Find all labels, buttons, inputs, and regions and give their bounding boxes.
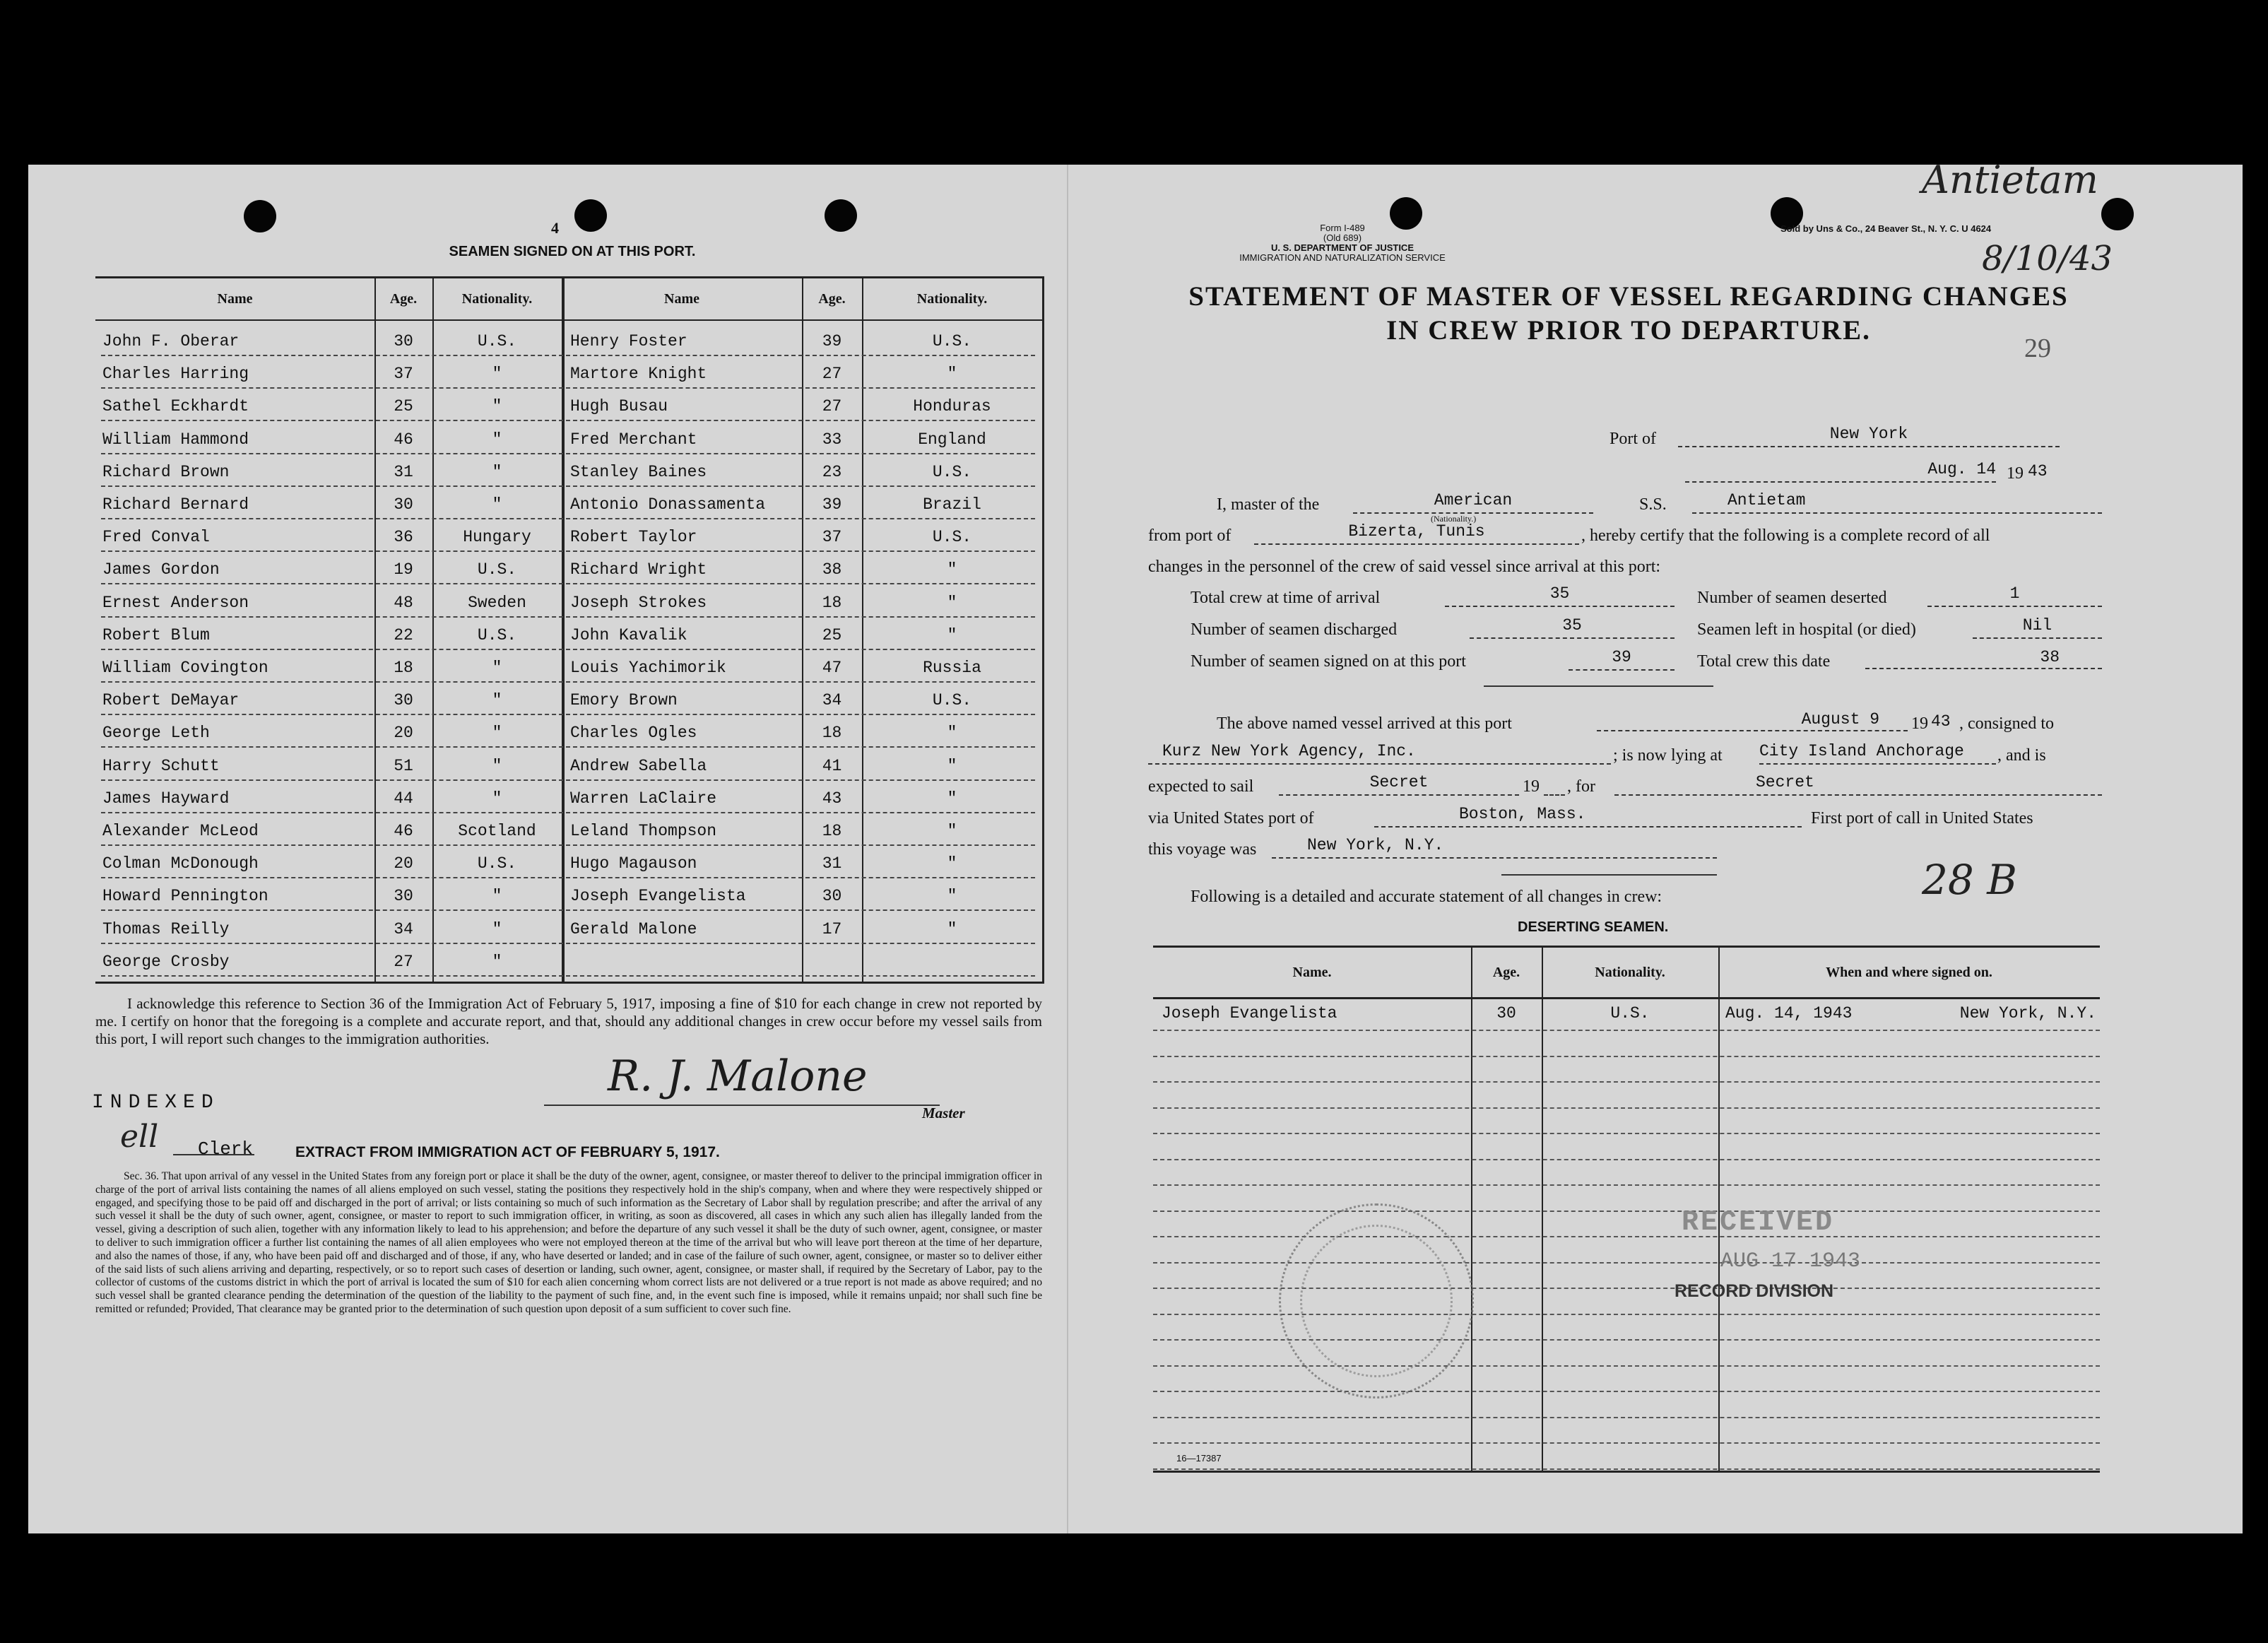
following-text: Following is a detailed and accurate statement of all changes in crew: [1191, 888, 1662, 906]
table-cell: " [492, 887, 502, 906]
table-cell: Honduras [913, 397, 991, 416]
table-row [95, 394, 1042, 427]
row-rule [101, 420, 1035, 421]
table-row [1153, 1003, 2100, 1031]
table-cell: 47 [822, 659, 842, 677]
deserted-field: 1 [1927, 584, 2102, 607]
table-cell: " [492, 756, 502, 775]
table-cell: 41 [822, 756, 842, 775]
table-cell: U.S. [932, 332, 972, 351]
table-cell: Henry Foster [570, 332, 687, 351]
table-cell: U.S. [932, 528, 972, 547]
mark-annotation: 28 B [1922, 856, 2017, 904]
table-cell: William Hammond [102, 430, 249, 449]
table-cell: John F. Oberar [102, 332, 240, 351]
table-cell: 23 [822, 462, 842, 481]
from-port-field: Bizerta, Tunis [1254, 522, 1579, 545]
table-cell: 43 [822, 789, 842, 808]
table-cell: William Covington [102, 659, 268, 677]
table-cell: U.S. [477, 560, 517, 579]
table-row [95, 493, 1042, 525]
ss-label: S.S. [1639, 495, 1667, 514]
expected-field: Secret [1279, 773, 1519, 796]
table-cell: " [947, 887, 957, 906]
extract-body: Sec. 36. That upon arrival of any vessel in the United States from any foreign port or place it shall be the duty of the owner, agent, consignee, or master thereof to deliver to the principal immigration officer in charge of the port of arrival lists containing the names of all aliens employed on such vessel, stating the positions they respectively hold in the ship's company, when and where they were respectively shipped or engaged, and specifying those to be paid off and discharged in the port of arrival; or lists containing so much of such information as the Secretary of Labor shall by regulation prescribe; and after the arrival of any such vessel it shall be the duty of such owner, agent, consignee, or master to report to such immigration officer, in writing, as soon as discovered, all cases in which any such alien has illegally landed from the vessel, giving a description of such alien, together with any information likely to lead to his apprehension; and before the departure of any such vessel it shall be the duty of such owner, agent, consignee, or master to deliver to such immigration officer a further list containing the names of all alien employees who were not employed thereon at the time of the arrival but who will leave port thereon at the time of her departure, and also the names of those, if any, who have been paid off and discharged and of those, if any, who have deserted or landed; and in case of the failure of such owner, agent, consignee, or master so to deliver either of the said lists of such aliens arriving and departing, respectively, or so to report such cases of desertion or landing, such owner, agent, consignee, or master shall, if required by the Secretary of Labor, pay to the collector of customs of the customs district in which the port of arrival is located the sum of $10 for each alien concerning whom correct lists are not delivered or a true report is not made as above required; and no such vessel shall be granted clearance pending the determination of the question of the liability to the payment of such fine, and, in the event such fine is imposed, while it remains unpaid; nor shall such fine be remitted or refunded; Provided, That clearance may be granted prior to the determination of such question upon deposit of a sum sufficient to cover such fine. [95, 1170, 1042, 1315]
table-cell: 17 [822, 919, 842, 938]
table-cell: 48 [394, 593, 413, 612]
row-rule [101, 812, 1035, 813]
deserting-table [1153, 946, 2100, 1473]
table-cell: 30 [394, 887, 413, 906]
table-cell: 51 [394, 756, 413, 775]
clerk-label: Clerk [198, 1138, 254, 1160]
table-cell: Emory Brown [570, 691, 678, 710]
from-port-label: from port of [1148, 526, 1232, 545]
expected-label: expected to sail [1148, 777, 1254, 796]
row-rule [101, 616, 1035, 618]
and-is-label: , and is [1997, 746, 2046, 765]
total-date-field: 38 [1865, 648, 2102, 669]
received-stamp: RECEIVED [1682, 1207, 1835, 1239]
voyage-label: this voyage was [1148, 840, 1257, 859]
header-rule [95, 319, 1042, 321]
expected-year-field [1544, 773, 1565, 796]
table-cell: " [492, 397, 502, 416]
table-row [95, 819, 1042, 852]
hospital-field: Nil [1973, 616, 2102, 639]
table-row [1153, 1209, 2100, 1237]
table-row [1153, 1054, 2100, 1083]
certify-text: , hereby certify that the following is a complete record of all [1581, 526, 1990, 545]
nationality-field: American [1353, 491, 1593, 514]
indexed-stamp: INDEXED [92, 1092, 220, 1114]
form-number: Form I-489 [1320, 223, 1365, 233]
table-cell: Alexander McLeod [102, 822, 259, 840]
row-rule [101, 975, 1035, 977]
table-cell: Sathel Eckhardt [102, 397, 249, 416]
lying-label: ; is now lying at [1613, 746, 1723, 765]
table-cell: Fred Merchant [570, 430, 697, 449]
table-row [1153, 1184, 2100, 1212]
table-cell: 39 [822, 332, 842, 351]
hospital-label: Seamen left in hospital (or died) [1697, 620, 1916, 639]
table-cell: Hugo Magauson [570, 854, 697, 873]
table-row [1153, 1442, 2100, 1470]
via-label: via United States port of [1148, 809, 1314, 828]
table-row [95, 623, 1042, 656]
master-label: Master [922, 1105, 965, 1121]
form-title-line2: IN CREW PRIOR TO DEPARTURE. [1386, 315, 1871, 346]
arrived-year: 43 [1931, 712, 1951, 731]
table-cell: Richard Bernard [102, 495, 249, 514]
extract-title: EXTRACT FROM IMMIGRATION ACT OF FEBRUARY 5, 1917. [295, 1144, 720, 1160]
table-cell: " [947, 625, 957, 644]
table-cell: Joseph Evangelista [1162, 1004, 1337, 1023]
table-cell: Charles Harring [102, 365, 249, 384]
row-rule [101, 583, 1035, 584]
table-cell: 18 [822, 593, 842, 612]
row-rule [101, 943, 1035, 944]
voyage-port: New York, N.Y. [1307, 836, 1444, 854]
rule [1501, 874, 1717, 876]
table-cell: " [947, 919, 957, 938]
table-cell: Joseph Evangelista [570, 887, 746, 906]
row-rule [101, 714, 1035, 715]
table-cell: 36 [394, 528, 413, 547]
row-rule [101, 387, 1035, 389]
table-cell: Robert Blum [102, 625, 210, 644]
destination: Secret [1756, 773, 1814, 791]
table-cell: Thomas Reilly [102, 919, 230, 938]
table-cell: Robert Taylor [570, 528, 697, 547]
table-cell: England [918, 430, 986, 449]
row-rule [101, 355, 1035, 356]
table-cell: Sweden [468, 593, 526, 612]
table-cell: 34 [394, 919, 413, 938]
form-header [1222, 223, 1463, 263]
table-cell: U.S. [477, 854, 517, 873]
fold-line [1067, 165, 1068, 1533]
table-cell: Antonio Donassamenta [570, 495, 766, 514]
table-cell: " [492, 789, 502, 808]
table-cell: James Hayward [102, 789, 230, 808]
table-row [95, 428, 1042, 460]
table-cell: U.S. [477, 332, 517, 351]
table-cell: 44 [394, 789, 413, 808]
via-port: Boston, Mass. [1459, 805, 1586, 823]
table-row [95, 884, 1042, 917]
header-rule [1153, 997, 2100, 999]
arrived-date-field: August 9 [1597, 710, 1908, 731]
table-row [95, 721, 1042, 753]
table-cell: Harry Schutt [102, 756, 220, 775]
table-cell: Ernest Anderson [102, 593, 249, 612]
punch-hole [2101, 198, 2134, 230]
table-cell: 27 [822, 397, 842, 416]
table-cell: 37 [394, 365, 413, 384]
page-number-annotation: 29 [2024, 334, 2051, 363]
table-cell: Richard Brown [102, 462, 230, 481]
table-cell: Richard Wright [570, 560, 707, 579]
column-header: Nationality. [1595, 965, 1665, 980]
column-header: Age. [818, 291, 846, 307]
date-annotation: 8/10/43 [1982, 239, 2113, 278]
total-date-label: Total crew this date [1697, 652, 1831, 671]
lying-field: City Island Anchorage [1759, 742, 1996, 765]
year-prefix: 19 [2007, 464, 2024, 483]
year-field: 43 [2028, 462, 2048, 481]
signed-on-label: Number of seamen signed on at this port [1191, 652, 1466, 671]
port-label: Port of [1610, 430, 1656, 448]
table-row [1153, 1158, 2100, 1186]
table-cell: Louis Yachimorik [570, 659, 726, 677]
table-cell: Robert DeMayar [102, 691, 240, 710]
table-cell: 30 [394, 691, 413, 710]
row-rule [101, 518, 1035, 519]
table-row [95, 329, 1042, 362]
column-header: When and where signed on. [1826, 965, 1992, 980]
table-row [1153, 1390, 2100, 1418]
table-cell: U.S. [477, 625, 517, 644]
table-cell: 25 [822, 625, 842, 644]
table-cell: 18 [822, 724, 842, 743]
signature-rule [544, 1105, 940, 1106]
destination-field [1614, 773, 2102, 796]
table-cell: 31 [394, 462, 413, 481]
rule [1484, 685, 1713, 687]
table-cell: " [492, 659, 502, 677]
table-cell: Warren LaClaire [570, 789, 717, 808]
punch-hole [574, 199, 607, 232]
table-cell: Aug. 14, 1943 [1725, 1004, 1853, 1023]
agent-field [1148, 742, 1611, 765]
table-cell: Howard Pennington [102, 887, 268, 906]
arrived-year-prefix: 19 [1911, 714, 1928, 733]
table-row [1153, 1106, 2100, 1134]
table-cell: " [492, 430, 502, 449]
table-cell: 18 [394, 659, 413, 677]
row-rule [101, 844, 1035, 846]
table-cell: 30 [1496, 1004, 1516, 1023]
table-row [95, 591, 1042, 623]
clerk-initials: ell [120, 1119, 159, 1155]
vessel-field [1692, 491, 2102, 514]
acknowledgement-text: I acknowledge this reference to Section 36 of the Immigration Act of February 5, 1917, imposing a fine of $10 for each change in crew not reported by me. I certify on honor that the foregoing is a complete and accurate report, and that, should any additional changes in crew occur before my vessel sails from this port, I will report such changes to the immigration authorities. [95, 995, 1042, 1047]
table-cell: 30 [822, 887, 842, 906]
form-code: 16—17387 [1176, 1453, 1222, 1464]
table-cell: Hungary [463, 528, 531, 547]
table-cell: 30 [394, 495, 413, 514]
table-row [1153, 1132, 2100, 1160]
table-cell: 31 [822, 854, 842, 873]
row-rule [101, 681, 1035, 683]
punch-hole [825, 199, 857, 232]
table-cell: Brazil [923, 495, 981, 514]
changes-text: changes in the personnel of the crew of said vessel since arrival at this port: [1148, 558, 1661, 576]
voyage-field [1272, 836, 1717, 859]
crew-table [95, 276, 1044, 984]
column-header: Name. [1292, 965, 1332, 980]
expected-year-prefix: 19 [1523, 777, 1540, 796]
table-cell: 27 [394, 952, 413, 971]
table-row [95, 688, 1042, 721]
table-cell: New York, N.Y. [1959, 1004, 2096, 1023]
form-title-line1: STATEMENT OF MASTER OF VESSEL REGARDING CHANGES [1188, 281, 2069, 312]
table-cell: Russia [923, 659, 981, 677]
table-cell: 22 [394, 625, 413, 644]
master-of-label: I, master of the [1217, 495, 1320, 514]
signed-on-field: 39 [1569, 648, 1675, 671]
table-cell: U.S. [932, 462, 972, 481]
table-cell: 38 [822, 560, 842, 579]
table-row [95, 525, 1042, 558]
table-cell: Joseph Strokes [570, 593, 707, 612]
table-cell: 34 [822, 691, 842, 710]
left-title: SEAMEN SIGNED ON AT THIS PORT. [449, 244, 696, 259]
table-row [1153, 1080, 2100, 1109]
table-row [95, 754, 1042, 787]
table-cell: 27 [822, 365, 842, 384]
date-field: Aug. 14 [1685, 460, 1996, 483]
row-rule [101, 550, 1035, 552]
table-row [95, 917, 1042, 950]
document-sheet [28, 158, 2243, 1533]
discharged-field: 35 [1470, 616, 1675, 639]
table-row [95, 852, 1042, 884]
department: U. S. DEPARTMENT OF JUSTICE [1271, 242, 1414, 253]
column-header: Age. [389, 291, 418, 307]
table-cell: 19 [394, 560, 413, 579]
table-cell: 37 [822, 528, 842, 547]
table-cell: U.S. [1610, 1004, 1650, 1023]
column-header: Name [664, 291, 699, 307]
table-row [95, 362, 1042, 394]
table-cell: " [492, 691, 502, 710]
vessel-annotation: Antietam [1922, 158, 2098, 202]
table-cell: Andrew Sabella [570, 756, 707, 775]
row-rule [101, 485, 1035, 487]
table-cell: 20 [394, 854, 413, 873]
agent-name: Kurz New York Agency, Inc. [1162, 742, 1416, 760]
row-rule [101, 909, 1035, 911]
page-number: 4 [551, 219, 559, 237]
table-cell: Scotland [458, 822, 536, 840]
table-cell: " [947, 560, 957, 579]
table-row [95, 460, 1042, 493]
table-cell: Stanley Baines [570, 462, 707, 481]
for-label: , for [1567, 777, 1595, 796]
column-header: Nationality. [461, 291, 533, 307]
row-rule [101, 453, 1035, 454]
total-arrival-label: Total crew at time of arrival [1191, 589, 1381, 607]
table-cell: " [947, 365, 957, 384]
table-cell: " [492, 462, 502, 481]
service: IMMIGRATION AND NATURALIZATION SERVICE [1239, 252, 1446, 263]
table-cell: 25 [394, 397, 413, 416]
deserted-label: Number of seamen deserted [1697, 589, 1887, 607]
table-cell: Leland Thompson [570, 822, 717, 840]
table-row [1153, 1415, 2100, 1444]
table-cell: " [492, 365, 502, 384]
table-cell: Fred Conval [102, 528, 210, 547]
table-cell: " [947, 822, 957, 840]
printer-note: Sold by Uns & Co., 24 Beaver St., N. Y. C. U 4624 [1780, 223, 1992, 234]
punch-hole [244, 200, 276, 232]
table-cell: Colman McDonough [102, 854, 259, 873]
received-date-stamp: AUG 17 1943 [1720, 1249, 1861, 1273]
arrived-label: The above named vessel arrived at this port [1217, 714, 1512, 733]
row-rule [101, 877, 1035, 878]
row-rule [101, 779, 1035, 781]
consigned-label: , consigned to [1959, 714, 2054, 733]
table-cell: 46 [394, 822, 413, 840]
table-cell: 20 [394, 724, 413, 743]
table-cell: John Kavalik [570, 625, 687, 644]
record-division-stamp: RECORD DIVISION [1675, 1281, 1834, 1301]
column-header: Name [217, 291, 253, 307]
table-cell: James Gordon [102, 560, 220, 579]
table-cell: Martore Knight [570, 365, 707, 384]
table-cell: " [492, 724, 502, 743]
table-cell: " [492, 919, 502, 938]
deserting-title: DESERTING SEAMEN. [1518, 919, 1669, 935]
vessel-name: Antietam [1727, 491, 1806, 510]
table-row [95, 558, 1042, 590]
table-cell: " [947, 854, 957, 873]
total-arrival-field: 35 [1445, 584, 1675, 607]
table-cell: " [947, 593, 957, 612]
master-signature: R. J. Malone [608, 1052, 868, 1101]
table-row [95, 787, 1042, 819]
discharged-label: Number of seamen discharged [1191, 620, 1398, 639]
port-field: New York [1678, 425, 2060, 447]
first-port-label: First port of call in United States [1811, 809, 2033, 828]
table-cell: " [492, 495, 502, 514]
table-cell: 33 [822, 430, 842, 449]
table-cell: " [947, 756, 957, 775]
table-cell: 46 [394, 430, 413, 449]
row-rule [101, 746, 1035, 748]
table-cell: George Crosby [102, 952, 230, 971]
table-cell: Hugh Busau [570, 397, 668, 416]
via-field [1374, 805, 1802, 828]
form-old-number: (Old 689) [1323, 232, 1362, 243]
table-row [1153, 1029, 2100, 1057]
table-cell: " [492, 952, 502, 971]
row-rule [101, 649, 1035, 650]
table-cell: Gerald Malone [570, 919, 697, 938]
clerk-rule [173, 1154, 254, 1155]
table-cell: " [947, 789, 957, 808]
column-header: Nationality. [916, 291, 988, 307]
table-row [95, 656, 1042, 688]
table-row [95, 950, 1042, 982]
table-cell: 30 [394, 332, 413, 351]
column-header: Age. [1492, 965, 1520, 980]
table-cell: 18 [822, 822, 842, 840]
table-cell: U.S. [932, 691, 972, 710]
nationality-caption: (Nationality.) [1431, 514, 1477, 524]
table-cell: George Leth [102, 724, 210, 743]
table-cell: " [947, 724, 957, 743]
table-row [1153, 1364, 2100, 1392]
table-cell: 39 [822, 495, 842, 514]
seal-stamp-inner [1300, 1225, 1453, 1377]
table-cell: Charles Ogles [570, 724, 697, 743]
